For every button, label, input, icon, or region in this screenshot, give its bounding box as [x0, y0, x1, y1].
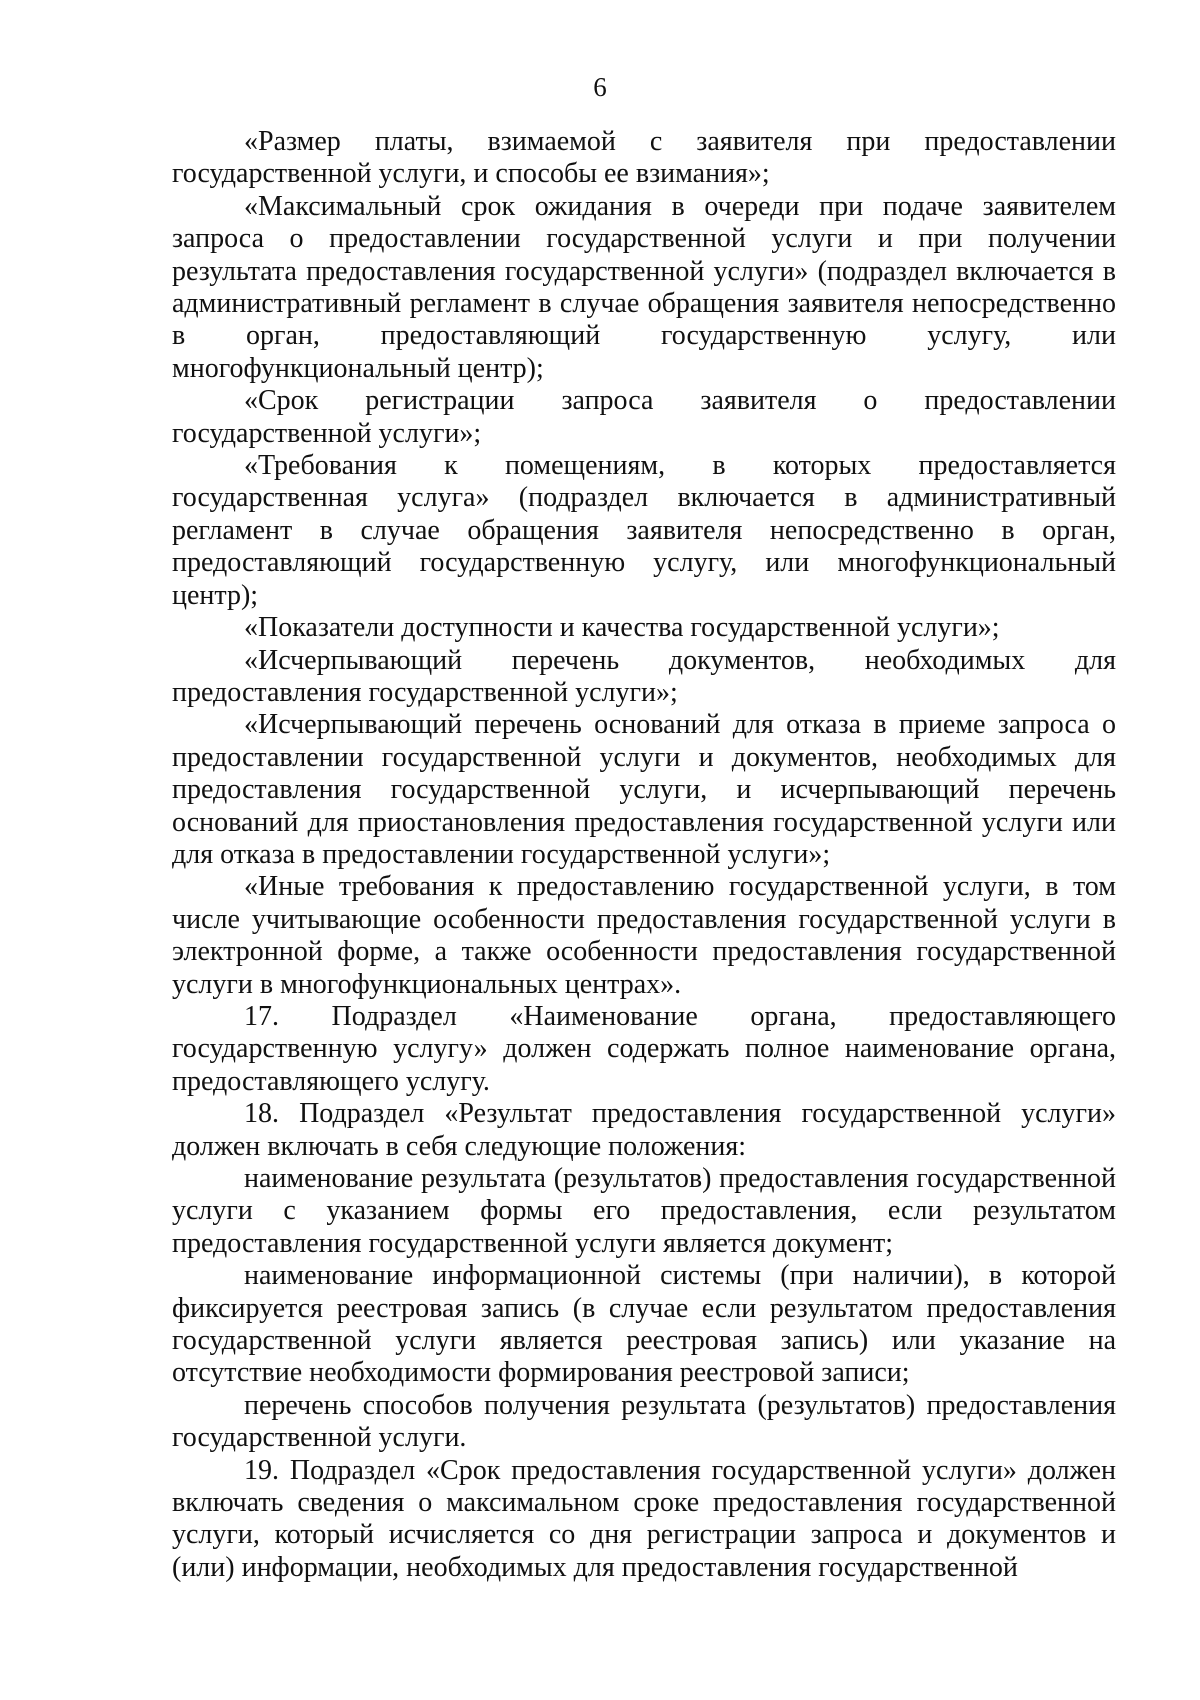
paragraph-other-requirements: «Иные требования к предоставлению государственной услуги, в том числе учитывающие особенности предоставления государственной услуги в электронной форме, а также особенности предоставления государственной услуги в многофункциональных центрах». — [172, 871, 1116, 1000]
paragraph-refusal-grounds: «Исчерпывающий перечень оснований для отказа в приеме запроса о предоставлении государственной услуги и документов, необходимых для предоставления государственной услуги, и исчерпывающий перечень оснований для приостановления предоставления государственной услуги или для отказа в предоставлении государственной услуги»; — [172, 709, 1116, 870]
paragraph-documents-list: «Исчерпывающий перечень документов, необходимых для предоставления государственной услуги»; — [172, 644, 1116, 708]
paragraph-fee-size: «Размер платы, взимаемой с заявителя при предоставлении государственной услуги, и способы ее взимания»; — [172, 126, 1116, 190]
page-number: 6 — [593, 72, 607, 102]
document-body — [172, 126, 1116, 1584]
paragraph-18-receipt-methods: перечень способов получения результата (результатов) предоставления государственной услуги. — [172, 1389, 1116, 1454]
paragraph-19: 19. Подраздел «Срок предоставления государственной услуги» должен включать сведения о максимальном сроке предоставления государственной услуги, который исчисляется со дня регистрации запроса и документов и (или) информации, необходимых для предоставления государственной — [172, 1454, 1116, 1583]
paragraph-17: 17. Подраздел «Наименование органа, предоставляющего государственную услугу» должен содержать полное наименование органа, предоставляющего услугу. — [172, 1000, 1116, 1097]
paragraph-max-waiting-time: «Максимальный срок ожидания в очереди при подаче заявителем запроса о предоставлении государственной услуги и при получении результата предоставления государственной услуги» (подраздел включается в административный регламент в случае обращения заявителя непосредственно в орган, предоставляющий государственную услугу, или многофункциональный центр); — [172, 190, 1116, 384]
paragraph-18-information-system: наименование информационной системы (при наличии), в которой фиксируется реестровая запись (в случае если результатом предоставления государственной услуги является реестровая запись) или указание на отсутствие необходимости формирования реестровой записи; — [172, 1260, 1116, 1389]
paragraph-18-result-name: наименование результата (результатов) предоставления государственной услуги с указанием формы его предоставления, если результатом предоставления государственной услуги является документ; — [172, 1163, 1116, 1259]
paragraph-registration-term: «Срок регистрации запроса заявителя о предоставлении государственной услуги»; — [172, 385, 1116, 449]
paragraph-18: 18. Подраздел «Результат предоставления государственной услуги» должен включать в себя следующие положения: — [172, 1098, 1116, 1162]
paragraph-premises-requirements: «Требования к помещениям, в которых предоставляется государственная услуга» (подраздел включается в административный регламент в случае обращения заявителя непосредственно в орган, предоставляющий государственную услугу, или многофункциональный центр); — [172, 450, 1116, 611]
paragraph-accessibility-indicators: «Показатели доступности и качества государственной услуги»; — [244, 612, 1000, 644]
